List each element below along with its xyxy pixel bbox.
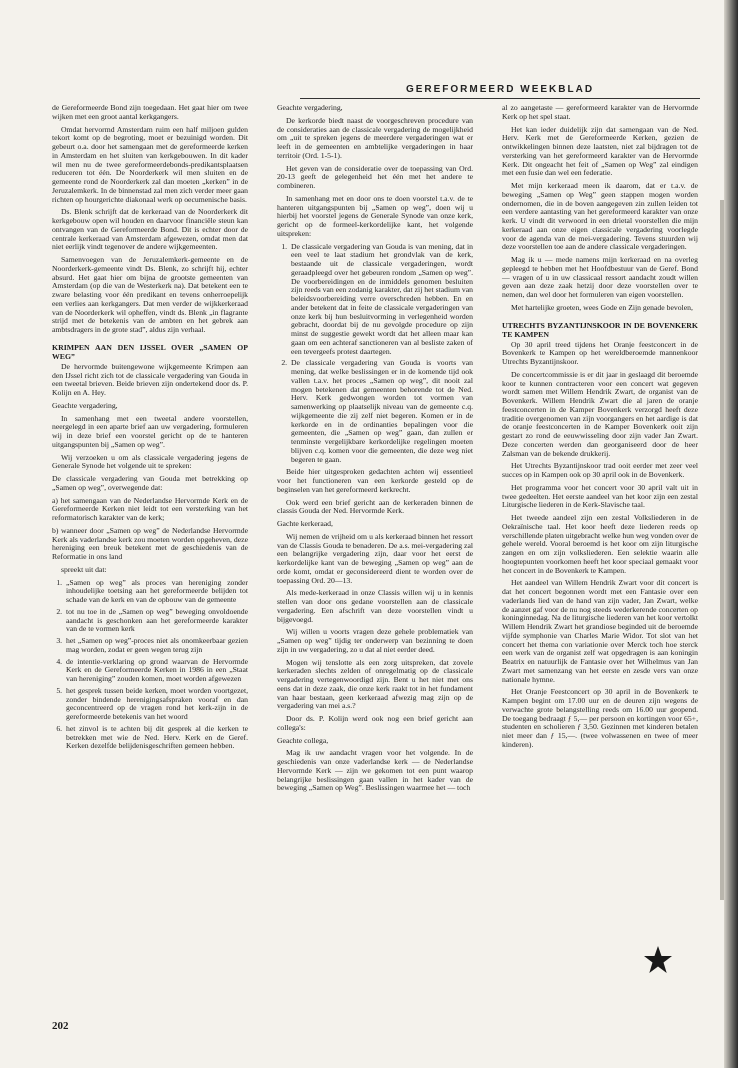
paragraph: de Gereformeerde Bond zijn toegedaan. Het gaat hier om twee wijken met een groot aantal kerkgangers. bbox=[52, 103, 248, 121]
paragraph: Het Oranje Feestconcert op 30 april in de Bovenkerk te Kampen begint om 17.00 uur en de deuren zijn wegens de verwachte grote belangstelling reeds om 16.00 uur geopend. De toegang bedraagt ƒ 5,— per persoon en kortingen voor 65+, studenten en scholieren ƒ 3,50. Gezinnen met kinderen betalen niet meer dan ƒ 15,—. (twee volwassenen en twee of meer kinderen). bbox=[502, 687, 698, 749]
list-item: 6. het zinvol is te achten bij dit gesprek al die kerken te betrekken met wie de Ned. Herv. Kerk en de Geref. Kerken dezelfde belijdenisgeschriften gemeen hebben. bbox=[64, 725, 248, 751]
paragraph: In samenhang met en door ons te doen voorstel t.a.v. de te hanteren uitgangspunten bij „Samen op weg”, doen wij u hierbij het voorstel jegens de Generale Synode van onze kerk, gericht op de formeel-kerkordelijke kant, het volgende uitspreken: bbox=[277, 193, 473, 238]
paragraph: Omdat hervormd Amsterdam ruim een half miljoen gulden tekort komt op de begroting, moet er bezuinigd worden. Dit gebeurt o.a. door het samengaan met de gereformeerde kerken in Amsterdam en het sluiten van kerkgebouwen. In dit kader wil men nu de twee gereformeerdebonds-predikantsplaatsen reduceren tot één. De Noorderkerk wil men sluiten en de gemeente rond de Noorderkerk zal dan moeten „kerken” in de Jeruzalemkerk. In de binnenstad zal men zich verder meer gaan richten op hourgerichte diakonaal werk op oecumenische basis. bbox=[52, 124, 248, 204]
paragraph: Als mede-kerkeraad in onze Classis willen wij u in kennis stellen van door ons gedane voorstellen aan de classicale vergadering. Een afschrift van deze voorstellen vindt u bijgevoegd. bbox=[277, 588, 473, 624]
closing: Met hartelijke groeten, wees Gode en Zijn genade bevolen, bbox=[511, 302, 693, 312]
spreekt-uit-label: spreekt uit dat: bbox=[61, 564, 107, 574]
column-3 bbox=[502, 104, 698, 754]
list-item-b: b) wanneer door „Samen op weg” de Nederlandse Hervormde Kerk als vaderlandse kerk zou moeten worden opgeheven, deze hereniging een breuk betekent met de geschiedenis van de Reformatie in ons land bbox=[52, 525, 248, 561]
list-item: 3. het „Samen op weg”-proces niet als onomkeerbaar gezien mag worden, zodat er geen wegen terug zijn bbox=[64, 637, 248, 655]
paragraph: Wij verzoeken u om als classicale vergadering jegens de Generale Synode het volgende uit te spreken: bbox=[52, 452, 248, 471]
numbered-list bbox=[52, 579, 248, 752]
header-rule bbox=[300, 98, 700, 99]
paragraph: Wij willen u voorts vragen deze gehele problematiek van „Samen op weg” tijdig ter onderwerp van bezinning te doen zijn in uw vergadering, zo u dat al niet eerder deed. bbox=[277, 627, 473, 654]
column-1 bbox=[52, 104, 248, 755]
section-heading-krimpen: KRIMPEN AAN DEN IJSSEL OVER „SAMEN OP WEG” bbox=[52, 342, 248, 361]
list-item: 4. de intentie-verklaring op grond waarvan de Hervormde Kerk en de Gereformeerde Kerken in 1986 in een „Staat van hereniging” zouden komen, moet worden afgewezen bbox=[64, 658, 248, 684]
paragraph: Het programma voor het concert voor 30 april valt uit in twee gedeelten. Het eerste aandeel van het koor zijn een zestal Liturgische liederen in de Kerk-Slavische taal. bbox=[502, 482, 698, 510]
paragraph: al zo aangetaste — gereformeerd karakter van de Hervormde Kerk op het spel staat. bbox=[502, 103, 698, 121]
salutation: Geachte vergadering, bbox=[277, 103, 343, 112]
salutation: Geachte vergadering, bbox=[52, 400, 118, 410]
paragraph: Ook werd een brief gericht aan de kerkeraden binnen de classis Gouda der Ned. Hervormde Kerk. bbox=[277, 497, 473, 516]
paragraph: De kerkorde biedt naast de voorgeschreven procedure van de consideraties aan de classicale vergadering de mogelijkheid om „uit te spreken jegens de meerdere vergaderingen wat er leeft in de gemeenten en ambtelijke vergaderingen in haar territoir (Ord. 1-5-1). bbox=[277, 115, 473, 160]
paragraph: Mag ik uw aandacht vragen voor het volgende. In de geschiedenis van onze vaderlandse kerk — de Nederlandse Hervormde Kerk — zijn we gekomen tot een punt waarop belangrijke beslissingen gaan vallen in het kader van de beweging „Samen op Weg”. Beslissingen waarmee het — toch bbox=[277, 748, 473, 793]
list-item: 5. het gesprek tussen beide kerken, moet worden voortgezet, zonder bindende herenigingsafspraken vooraf en dan geconcentreerd op de vragen rond het kerk-zijn in de gereformeerde betekenis van het woord bbox=[64, 687, 248, 722]
paragraph: Ds. Blenk schrijft dat de kerkeraad van de Noorderkerk dit kerkgebouw open wil houden en daarvoor financiële steun kan ontvangen van de Gereformeerde Bond. Dit is echter door de centrale kerkeraad van Amsterdam afgewezen, omdat men dat niet eerlijk vindt tegenover de andere wijkgemeenten. bbox=[52, 207, 248, 252]
paragraph: Mogen wij tenslotte als een zorg uitspreken, dat zovele kerkeraden slechts zelden of onregelmatig op de classicale vergadering vertegenwoordigd zijn. Bent u het niet met ons eens dat in deze zaak, die onze kerk raakt tot in het fundament van haar bestaan, geen kerkeraad afwezig mag zijn op de vergadering van mei a.s.? bbox=[277, 657, 473, 711]
salutation: Geachte collega, bbox=[277, 735, 329, 745]
scan-edge-shadow bbox=[724, 0, 738, 1068]
paragraph: Door ds. P. Kolijn werd ook nog een brief gericht aan collega's: bbox=[277, 714, 473, 732]
numbered-list bbox=[277, 243, 473, 465]
paragraph: In samenhang met een tweetal andere voorstellen, neergelegd in een aparte brief aan uw vergadering, formuleren wij in deze brief een voorstel gericht op de te hanteren uitgangspunten bij „Samen op weg”. bbox=[52, 413, 248, 449]
list-item: 1. De classicale vergadering van Gouda is van mening, dat in een veel te laat stadium het grondvlak van de kerk, bestaande uit de classicale vergaderingen, wordt geraadpleegd over het gebeuren rondom „Samen op weg”. De voorbereidingen en de inmiddels genomen besluiten zijn reeds van een zodanig karakter, dat zij het stadium van beleidsvoorbereiding verre overschreden hebben. En en ander betekent dat in feite de classicale vergaderingen van onze kerk bij hun besluitvorming in verlegenheid worden gebracht, doordat bij de nu gevolgde procedure op zijn minst de suggestie gewekt wordt dat het alleen maar kan gaan om een achteraf sanctioneren van al besliste zaken of een tevergeefs protest daartegen. bbox=[289, 243, 473, 357]
paragraph: Mag ik u — mede namens mijn kerkeraad en na overleg gepleegd te hebben met het Hoofdbestuur van de Geref. Bond — vragen of u in uw classicaal ressort aandacht zoudt willen geven aan deze zaak hetzij door deze voorstellen over te nemen, dan wel door het formuleren van eigen voorstellen. bbox=[502, 255, 698, 299]
paragraph: De hervormde buitengewone wijkgemeente Krimpen aan den IJssel richt zich tot de classicale vergadering van Gouda in een tweetal brieven. Beide brieven zijn ondertekend door ds. P. Kolijn en A. Hey. bbox=[52, 361, 248, 397]
paragraph: Het kan ieder duidelijk zijn dat samengaan van de Ned. Herv. Kerk met de Gereformeerde Kerken, gezien de ontwikkelingen binnen deze laatsten, niet zal bijdragen tot de versterking van het gereformeerd karakter van de Hervormde Kerk. Dit ongeacht het feit of „Samen op Weg” zal eindigen met een fusie dan wel een federatie. bbox=[502, 124, 698, 178]
column-2 bbox=[277, 104, 473, 797]
star-icon bbox=[643, 945, 673, 975]
paragraph: Op 30 april treed tijdens het Oranje feestconcert in de Bovenkerk te Kampen op het wereldberoemde mannenkoor Utrechts Byzantijnskoor. bbox=[502, 339, 698, 366]
scan-edge-strip bbox=[720, 200, 724, 900]
paragraph: Het Utrechts Byzantijnskoor trad ooit eerder met zeer veel succes op in Kampen ook op 30 april ook in de Bovenkerk. bbox=[502, 461, 698, 479]
paragraph: Het geven van de consideratie over de toepassing van Ord. 20-13 geeft de gelegenheid het één met het andere te combineren. bbox=[277, 163, 473, 190]
journal-title: GEREFORMEERD WEEKBLAD bbox=[405, 84, 595, 95]
paragraph: Met mijn kerkeraad meen ik daarom, dat er t.a.v. de beweging „Samen op Weg” geen stappen mogen worden ondernomen, die in de boven aangegeven zin zullen leiden tot een verdere aantasting van het gereformeerd karakter van onze kerk. U vindt dit verwoord in een drietal voorstellen die mijn kerkeraad aan onze eigen classicale vergadering voorlegde voor de agenda van de mei-vergadering. Tevens stuurden wij deze voorstellen toe aan de andere classicale vergaderingen. bbox=[502, 181, 698, 252]
list-item-a: a) het samengaan van de Nederlandse Hervormde Kerk en de Gereformeerde Kerken niet leidt tot een versterking van het reformatorisch karakter van de kerk; bbox=[52, 495, 248, 522]
paragraph: De concertcommissie is er dit jaar in geslaagd dit beroemde koor te kunnen contracteren voor een concert wat gegeven wordt samen met Willem Hendrik Zwart, de organist van de Bovenkerk. Willem Hendrik Zwart die al jaren de oranje feestconcerten in de Kamper Bovenkerk verzorgd heeft deze traditie overgenomen van zijn voorgangers en het aardige is dat de oranje feestconcerten in de Kamper Bovenkerk ooit zijn gestart zo rond de eeuwwisseling door zijn vader Jan Zwart. Deze concerten werden dan georganiseerd door de heer Zalsman van de bekende drukkerij. bbox=[502, 369, 698, 458]
list-item: 2. De classicale vergadering van Gouda is voorts van mening, dat welke beslissingen er in de komende tijd ook vallen t.a.v. het proces „Samen op weg”, dit nooit zal mogen betekenen dat gemeenten behorende tot de Ned. Herv. Kerk gedwongen worden tot vormen van samenwerking op plaatselijk niveau van de gemeente c.q. wijkgemeente die zij zelf niet begeren. Komen er in de kerkorde en in de ordinanties bepalingen voor die gemeenten, die „Samen op weg” gaan, dan zullen er tenminste vergelijkbare kerkordelijke regelingen moeten blijven c.q. komen voor die gemeenten, die deze weg niet begeren te gaan. bbox=[289, 359, 473, 464]
paragraph: Het tweede aandeel zijn een zestal Volksliederen in de Oekraïnische taal. Het koor heeft deze liederen reeds op verschillende platen uitgebracht welke hun weg vonden over de gehele wereld. Vooral beroemd is het koor om zijn liturgische zangen en om zijn volksliederen. Een selektie waarin alle hoogtepunten voorkomen heeft het koor speciaal gemaakt voor het concert in de Bovenkerk te Kampen. bbox=[502, 513, 698, 575]
section-heading-byzantijnskoor: UTRECHTS BYZANTIJNSKOOR IN DE BOVENKERK TE KAMPEN bbox=[502, 320, 698, 339]
paragraph: Samenvoegen van de Jeruzalemkerk-gemeente en de Noorderkerk-gemeente vindt Ds. Blenk, zo schrijft hij, echter absurd. Het gaat hier om bijna de grootste gemeenten van Amsterdam (op die van de Westerkerk na). Dat betekent een te zware belasting voor één predikant en tevens onherroepelijk een verlies aan kerkgangers. Dat men verder de wijkkerkeraad van de Noorderkerk wil opheffen, vindt ds. Blenk „in flagrante strijd met de betekenis van de ambten en het gebrek aan ambtsdragers in de grote stad”, aldus zijn verhaal. bbox=[52, 255, 248, 334]
paragraph: Wij nemen de vrijheid om u als kerkeraad binnen het ressort van de Classis Gouda te benaderen. De a.s. mei-vergadering zal een belangrijke vergadering zijn, daar voor het eerst de kerkordelijke kant van de beweging „Samen op weg” aan de orde komt, omdat er geconsidereerd dient te worden over de toepassing Ord. 20—13. bbox=[277, 531, 473, 585]
paragraph: Het aandeel van Willem Hendrik Zwart voor dit concert is dat het concert begonnen wordt met een Fantasie over een vaderlands lied van de hand van zijn vader, Jan Zwart, welke de aanzet gaf voor de nu nog steeds wederkerende concerten op koninginnedag. Na de liturgische liederen van het koor vertolkt Willem Hendrik Zwart het grandiose beginded uit de beroemde vijfde symphonie van Charles Marie Widor. Tot slot van het concert het thema con variationie over Merck toch hoe sterck een werk van de organist zelf wat opgedragen is aan koningin Beatrix en natuurlijk de Fantasie over het Wilhelmus van Jan Zwart met samenzang van het eerste en zesde vers van onze nationale hymne. bbox=[502, 578, 698, 684]
page-number: 202 bbox=[52, 1020, 69, 1032]
list-item: 2. tot nu toe in de „Samen op weg” beweging onvoldoende aandacht is geschonken aan het gereformeerde karakter van de te vormen kerk bbox=[64, 608, 248, 634]
paragraph: De classicale vergadering van Gouda met betrekking op „Samen op weg”, overwegende dat: bbox=[52, 474, 248, 492]
paragraph: Beide hier uitgesproken gedachten achten wij essentieel voor het functioneren van een kerkorde gesteld op de beginselen van het gereformeerd kerkrecht. bbox=[277, 467, 473, 494]
list-item: 1. „Samen op weg” als proces van hereniging zonder inhoudelijke toetsing aan het gereformeerde belijden tot schade van de kerk en van de opbouw van de gemeente bbox=[64, 579, 248, 605]
salutation: Gachte kerkeraad, bbox=[277, 519, 333, 528]
